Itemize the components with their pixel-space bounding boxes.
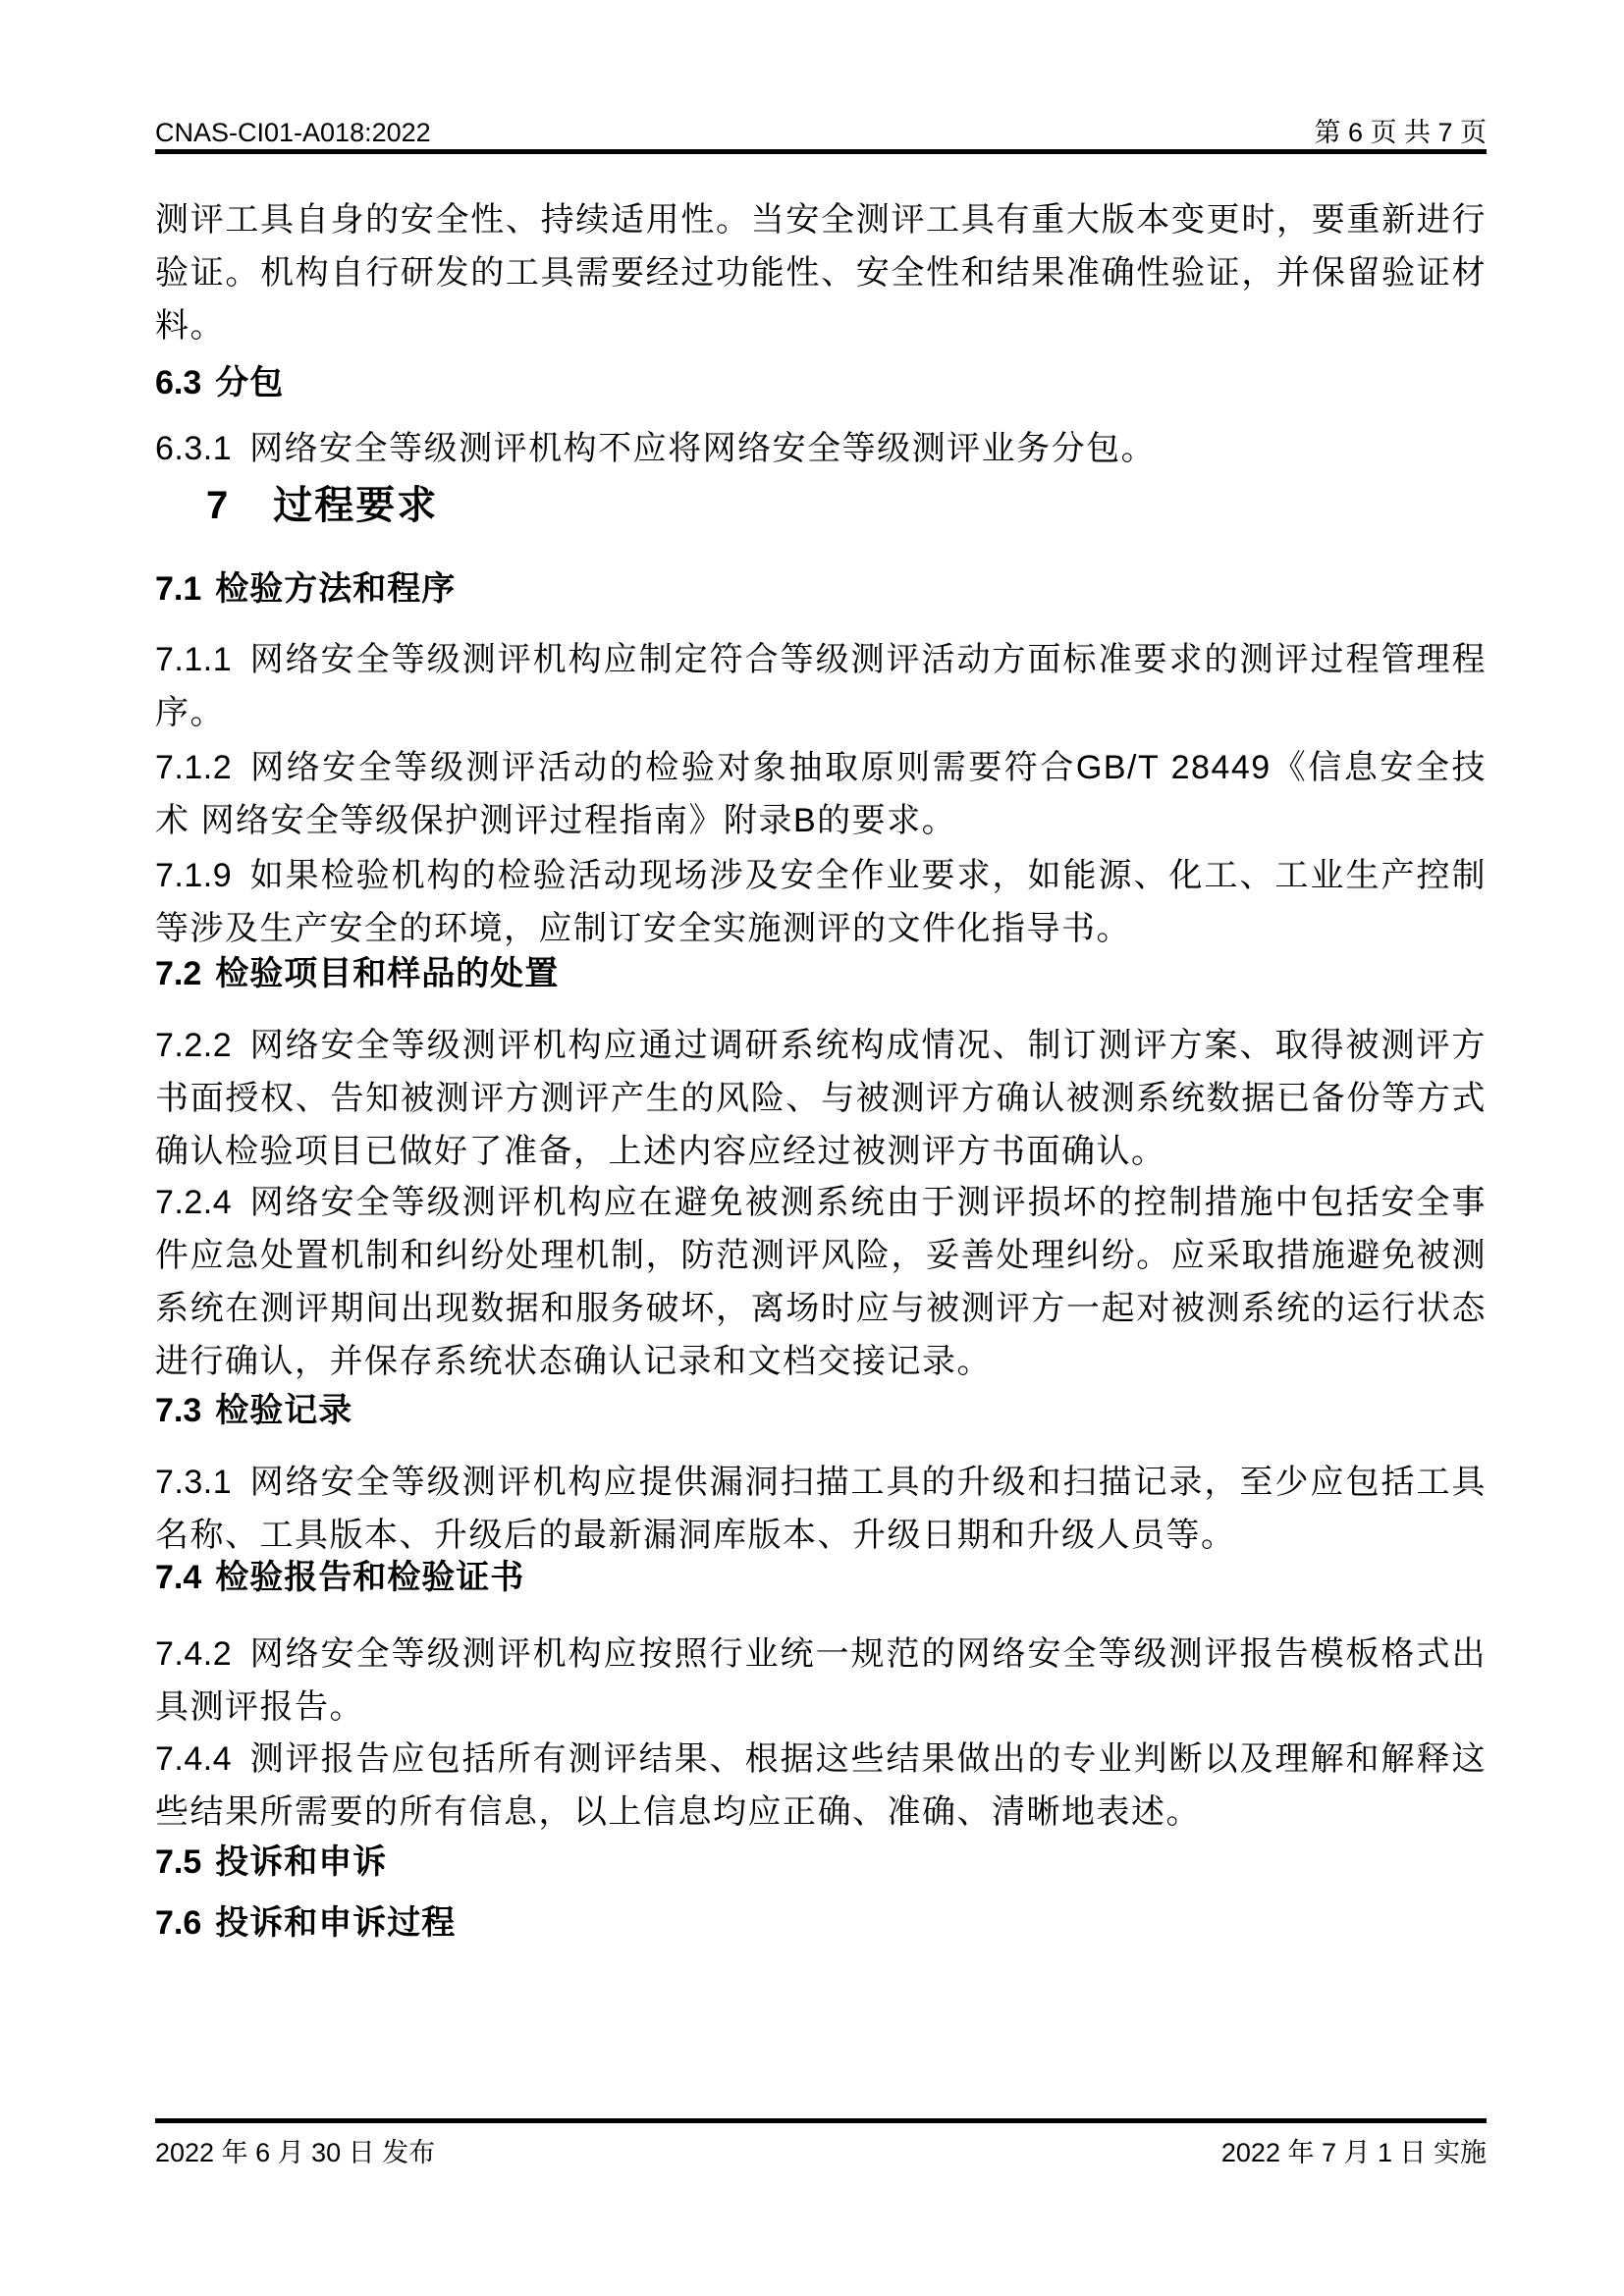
clause-text: 网络安全等级测评机构应在避免被测系统由于测评损坏的控制措施中包括安全事件应急处置机制和纠纷处理机制，防范测评风险，妥善处理纠纷。应采取措施避免被测系统在测评期间出现数据和服务破坏，离场时应与被测评方一起对被测系统的运行状态进行确认，并保存系统状态确认记录和文档交接记录。 [155, 1184, 1487, 1380]
section-title: 投诉和申诉 [215, 1843, 388, 1881]
section-heading-6-3 [155, 361, 1487, 404]
chapter-number: 7 [206, 484, 229, 527]
section-title: 检验报告和检验证书 [215, 1559, 525, 1596]
section-number: 7.3 [155, 1392, 202, 1429]
clause-text: 网络安全等级测评机构应制定符合等级测评活动方面标准要求的测评过程管理程序。 [155, 641, 1487, 731]
clause-6-3-1 [155, 422, 1487, 475]
section-heading-7-6 [155, 1901, 1487, 1945]
page-footer [155, 2136, 1487, 2169]
clause-7-4-4 [155, 1733, 1487, 1839]
section-heading-7-4 [155, 1556, 1487, 1599]
section-title: 投诉和申诉过程 [215, 1904, 457, 1942]
clause-number: 7.3.1 [155, 1464, 233, 1501]
section-number: 7.6 [155, 1904, 202, 1942]
clause-text: 如果检验机构的检验活动现场涉及安全作业要求，如能源、化工、工业生产控制等涉及生产安全的环境，应制订安全实施测评的文件化指导书。 [155, 857, 1487, 947]
chapter-title: 过程要求 [273, 484, 439, 527]
clause-text: 网络安全等级测评活动的检验对象抽取原则需要符合GB/T 28449《信息安全技术 网络安全等级保护测评过程指南》附录B的要求。 [155, 749, 1487, 839]
section-number: 7.2 [155, 955, 202, 992]
doc-code: CNAS-CI01-A018:2022 [155, 118, 431, 147]
clause-7-1-2 [155, 741, 1487, 847]
clause-number: 7.4.2 [155, 1635, 233, 1673]
clause-number: 7.2.2 [155, 1027, 233, 1064]
clause-7-4-2 [155, 1628, 1487, 1734]
clause-number: 7.4.4 [155, 1740, 233, 1778]
page-header [155, 116, 1487, 149]
section-title: 检验项目和样品的处置 [215, 955, 560, 992]
implementation-date: 2022 年 7 月 1 日 实施 [1220, 2138, 1487, 2167]
clause-number: 7.1.2 [155, 749, 233, 786]
chapter-heading-7 [155, 481, 1538, 530]
clause-7-3-1 [155, 1456, 1487, 1562]
clause-7-2-4 [155, 1176, 1487, 1388]
footer-rule [155, 2118, 1487, 2123]
clause-number: 6.3.1 [155, 430, 233, 467]
clause-7-1-1 [155, 633, 1487, 739]
clause-number: 7.1.1 [155, 641, 233, 678]
release-date: 2022 年 6 月 30 日 发布 [155, 2138, 436, 2167]
section-title: 分包 [215, 364, 285, 401]
section-heading-7-1 [155, 567, 1487, 611]
clause-number: 7.2.4 [155, 1184, 233, 1221]
section-number: 7.4 [155, 1559, 202, 1596]
clause-7-1-9 [155, 849, 1487, 955]
clause-7-2-2 [155, 1019, 1487, 1178]
section-heading-7-3 [155, 1389, 1487, 1432]
clause-text: 网络安全等级测评机构应提供漏洞扫描工具的升级和扫描记录，至少应包括工具名称、工具版本、升级后的最新漏洞库版本、升级日期和升级人员等。 [155, 1464, 1487, 1554]
clause-text: 网络安全等级测评机构应按照行业统一规范的网络安全等级测评报告模板格式出具测评报告。 [155, 1635, 1487, 1726]
intro-paragraph: 测评工具自身的安全性、持续适用性。当安全测评工具有重大版本变更时，要重新进行验证。机构自行研发的工具需要经过功能性、安全性和结果准确性验证，并保留验证材料。 [155, 201, 1487, 345]
section-number: 7.1 [155, 570, 202, 608]
section-number: 7.5 [155, 1843, 202, 1881]
section-heading-7-2 [155, 952, 1487, 995]
section-title: 检验方法和程序 [215, 570, 457, 608]
clause-text: 网络安全等级测评机构不应将网络安全等级测评业务分包。 [249, 430, 1157, 467]
section-title: 检验记录 [215, 1392, 353, 1429]
clause-text: 网络安全等级测评机构应通过调研系统构成情况、制订测评方案、取得被测评方书面授权、告知被测评方测评产生的风险、与被测评方确认被测系统数据已备份等方式确认检验项目已做好了准备，上述内容应经过被测评方书面确认。 [155, 1027, 1487, 1170]
clause-number: 7.1.9 [155, 857, 233, 894]
page-number: 第 6 页 共 7 页 [1314, 118, 1487, 147]
section-number: 6.3 [155, 364, 202, 401]
header-rule [155, 149, 1487, 154]
clause-text: 测评报告应包括所有测评结果、根据这些结果做出的专业判断以及理解和解释这些结果所需要的所有信息，以上信息均应正确、准确、清晰地表述。 [155, 1740, 1487, 1831]
section-heading-7-5 [155, 1841, 1487, 1884]
